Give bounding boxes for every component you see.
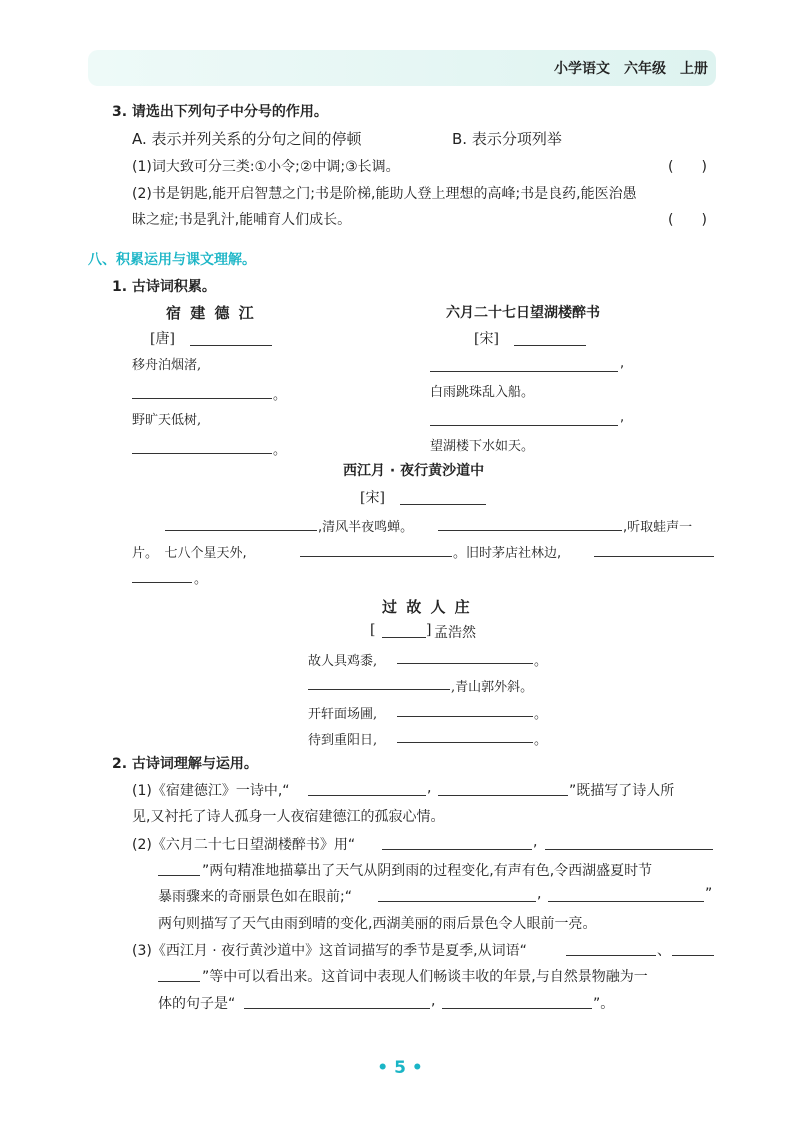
q2-title: 2. 古诗词理解与运用。 <box>112 756 258 772</box>
poem4-blank-2[interactable] <box>308 689 450 690</box>
q3-option-b: B. 表示分项列举 <box>452 130 562 148</box>
poem3-blank-4a[interactable] <box>594 556 714 557</box>
q2-p2-line3-start: 暴雨骤来的奇丽景色如在眼前;“ <box>158 889 352 905</box>
poem2-author-blank[interactable] <box>514 345 586 346</box>
q2-p3-blank-2b[interactable] <box>158 981 200 982</box>
poem3-author-blank[interactable] <box>400 504 486 505</box>
q3-item-2-line2: 昧之症;书是乳汁,能哺育人们成长。 <box>132 212 352 228</box>
poem2-line4: 望湖楼下水如天。 <box>430 439 535 454</box>
poem3-seg5: 。 <box>194 572 208 587</box>
q3-item-2-answer[interactable]: ( ) <box>668 212 707 228</box>
poem4-period-4: 。 <box>534 733 548 748</box>
q2-p1-comma: , <box>427 780 432 796</box>
q2-p3-line3-end: ”。 <box>593 996 615 1012</box>
poem2-dynasty: [宋] <box>474 331 499 347</box>
q2-p2-line3-end: ” <box>705 886 713 902</box>
q2-p2-line4: 两句则描写了天气由雨到晴的变化,西湖美丽的雨后景色令人眼前一亮。 <box>158 916 597 932</box>
poem1-blank-2[interactable] <box>132 453 272 454</box>
q2-p3-start: (3)《西江月 · 夜行黄沙道中》这首词描写的季节是夏季,从词语“ <box>132 943 527 959</box>
poem3-seg4: 。旧时茅店社林边, <box>453 546 562 561</box>
q3-item-2-line1: (2)书是钥匙,能开启智慧之门;书是阶梯,能助人登上理想的高峰;书是良药,能医治愚 <box>132 186 637 202</box>
q2-p2-line3-comma: , <box>537 886 542 902</box>
poem1-period-2: 。 <box>273 443 287 458</box>
q2-p2-start: (2)《六月二十七日望湖楼醉书》用“ <box>132 837 356 853</box>
q2-p3-blank-3[interactable] <box>244 1008 430 1009</box>
poem4-line3: 开轩面场圃, <box>308 707 378 722</box>
q2-p3-line3-comma: , <box>431 993 436 1009</box>
poem4-line4: 待到重阳日, <box>308 733 378 748</box>
q2-p2-comma: , <box>533 834 538 850</box>
poem3-dynasty: [宋] <box>360 490 385 506</box>
poem1-title: 宿 建 德 江 <box>166 304 256 322</box>
poem4-line1: 故人具鸡黍, <box>308 654 378 669</box>
poem4-bracket-open: [ <box>370 622 376 638</box>
poem2-title: 六月二十七日望湖楼醉书 <box>446 305 600 321</box>
poem3-blank-1[interactable] <box>165 530 317 531</box>
poem1-line1: 移舟泊烟渚, <box>132 358 202 373</box>
q2-p1-line2: 见,又衬托了诗人孤身一人夜宿建德江的孤寂心情。 <box>132 809 445 825</box>
poem3-blank-3[interactable] <box>300 556 452 557</box>
poem3-seg1: ,清风半夜鸣蝉。 <box>318 520 414 535</box>
poem3-title: 西江月 · 夜行黄沙道中 <box>343 463 485 479</box>
q3-title: 3. 请选出下列句子中分号的作用。 <box>112 104 328 120</box>
q2-p1-start: (1)《宿建德江》一诗中,“ <box>132 783 290 799</box>
poem4-bracket-close: ] <box>426 622 432 638</box>
q2-p1-blank-1[interactable] <box>308 795 426 796</box>
q2-p2-line2: ”两句精准地描摹出了天气从阴到雨的过程变化,有声有色,令西湖盛夏时节 <box>202 863 653 879</box>
q3-option-a: A. 表示并列关系的分句之间的停顿 <box>132 130 362 148</box>
q2-p2-blank-2a[interactable] <box>545 849 713 850</box>
poem1-line2: 野旷天低树, <box>132 413 202 428</box>
poem2-blank-1[interactable] <box>430 371 618 372</box>
q1-title: 1. 古诗词积累。 <box>112 279 216 295</box>
poem1-dynasty: [唐] <box>150 331 175 347</box>
q2-p3-pause: 、 <box>657 943 671 959</box>
q2-p2-blank-1[interactable] <box>382 849 532 850</box>
poem1-period-1: 。 <box>273 388 287 403</box>
q2-p3-blank-2a[interactable] <box>672 955 714 956</box>
poem4-period-1: 。 <box>534 654 548 669</box>
q3-item-1: (1)词大致可分三类:①小令;②中调;③长调。 <box>132 159 400 175</box>
header-subject: 小学语文 六年级 上册 <box>554 61 708 77</box>
poem4-blank-3[interactable] <box>397 716 533 717</box>
q3-item-1-answer[interactable]: ( ) <box>668 159 707 175</box>
poem1-author-blank[interactable] <box>190 345 272 346</box>
poem4-line2: ,青山郭外斜。 <box>451 680 534 695</box>
poem4-blank-4[interactable] <box>397 742 533 743</box>
q2-p3-blank-1[interactable] <box>566 955 656 956</box>
poem4-author: 孟浩然 <box>434 625 476 641</box>
page-number: • 5 • <box>377 1058 423 1078</box>
poem3-seg3: 片。 七八个星天外, <box>132 546 247 561</box>
q2-p2-blank-4[interactable] <box>548 901 704 902</box>
poem4-period-3: 。 <box>534 707 548 722</box>
poem2-comma-1: , <box>620 356 625 371</box>
poem3-seg2: ,听取蛙声一 <box>623 520 693 535</box>
q2-p3-line3-start: 体的句子是“ <box>158 996 236 1012</box>
q2-p2-blank-2b[interactable] <box>158 875 200 876</box>
poem2-line2: 白雨跳珠乱入船。 <box>430 385 535 400</box>
poem4-blank-1[interactable] <box>397 663 533 664</box>
poem1-blank-1[interactable] <box>132 398 272 399</box>
q2-p3-blank-4[interactable] <box>442 1008 592 1009</box>
poem2-blank-3[interactable] <box>430 425 618 426</box>
q2-p1-blank-2[interactable] <box>438 795 568 796</box>
q2-p3-line2: ”等中可以看出来。这首词中表现人们畅谈丰收的年景,与自然景物融为一 <box>202 969 648 985</box>
poem3-blank-2[interactable] <box>438 530 622 531</box>
poem3-blank-4b[interactable] <box>132 582 192 583</box>
poem4-title: 过 故 人 庄 <box>382 598 472 616</box>
q2-p1-end: ”既描写了诗人所 <box>569 783 675 799</box>
poem4-dynasty-blank[interactable] <box>382 637 426 638</box>
poem2-comma-2: , <box>620 410 625 425</box>
q2-p2-blank-3[interactable] <box>378 901 536 902</box>
section8-heading: 八、积累运用与课文理解。 <box>88 252 256 268</box>
